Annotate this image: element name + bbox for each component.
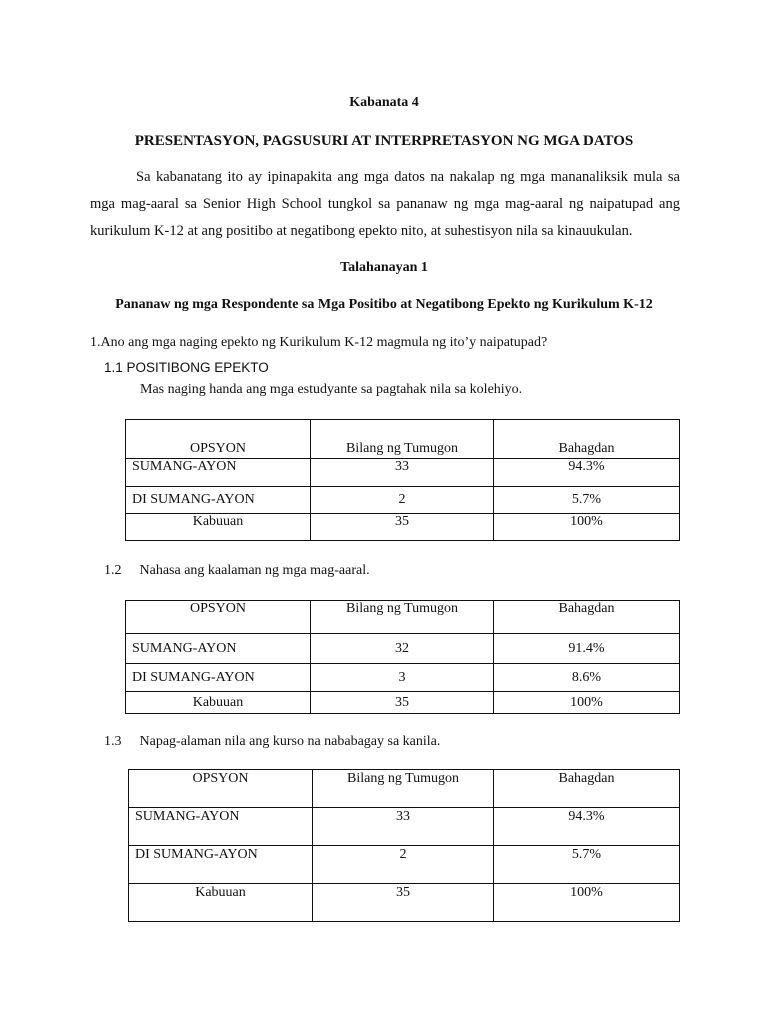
sub-item-1-1: Mas naging handa ang mga estudyante sa pagtahak nila sa kolehiyo. [140, 382, 523, 397]
count-cell: 35 [313, 884, 494, 922]
count-cell: 3 [311, 664, 494, 692]
option-cell: SUMANG-AYON [126, 634, 311, 664]
count-cell: 32 [311, 634, 494, 664]
section-positive-effects: 1.1 POSITIBONG EPEKTO [104, 360, 269, 375]
total-label-cell: Kabuuan [129, 884, 313, 922]
header-cell: Bilang ng Tumugon [313, 770, 494, 808]
count-cell: 2 [313, 846, 494, 884]
header-cell: Bahagdan [494, 601, 680, 634]
table-1-3 [128, 769, 680, 922]
sub-item-number: 1.2 [104, 563, 122, 578]
table-1-1 [125, 419, 680, 541]
percent-cell: 8.6% [494, 664, 680, 692]
sub-item-text: Napag-alaman nila ang kurso na nababagay sa kanila. [139, 734, 441, 749]
option-cell: SUMANG-AYON [126, 459, 311, 487]
count-cell: 35 [311, 514, 494, 541]
sub-item-1-3 [104, 733, 440, 751]
header-cell: Bilang ng Tumugon [311, 601, 494, 634]
header-cell: OPSYON [129, 770, 313, 808]
question-1: 1.Ano ang mga naging epekto ng Kurikulum K-12 magmula ng ito’y naipatupad? [90, 335, 548, 350]
table-label: Talahanayan 1 [340, 260, 428, 275]
chapter-heading: PRESENTASYON, PAGSUSURI AT INTERPRETASYON NG MGA DATOS [134, 133, 634, 149]
count-cell: 33 [313, 808, 494, 846]
count-cell: 35 [311, 692, 494, 714]
percent-cell: 91.4% [494, 634, 680, 664]
sub-item-number: 1.3 [104, 734, 122, 749]
percent-cell: 94.3% [494, 459, 680, 487]
total-label-cell: Kabuuan [126, 692, 311, 714]
table-row [126, 664, 680, 692]
table-row [129, 846, 680, 884]
sub-item-1-2 [104, 562, 370, 580]
header-cell: Bahagdan [494, 420, 680, 459]
percent-cell: 100% [494, 692, 680, 714]
table-title: Pananaw ng mga Respondente sa Mga Positibo at Negatibong Epekto ng Kurikulum K-12 [115, 297, 653, 312]
table-row [126, 459, 680, 487]
table-row [126, 514, 680, 541]
header-cell: OPSYON [126, 420, 311, 459]
total-label-cell: Kabuuan [126, 514, 311, 541]
option-cell: DI SUMANG-AYON [126, 487, 311, 514]
table-1-2 [125, 600, 680, 714]
intro-paragraph: Sa kabanatang ito ay ipinapakita ang mga datos na nakalap ng mga mananaliksik mula sa mga mag-aaral sa Senior High School tungkol sa pananaw ng mga mag-aaral ng naipatupad ang kurikulum K-12 at ang positibo at negatibong epekto nito, at suhestisyon nila sa kinauukulan. [90, 169, 680, 239]
option-cell: DI SUMANG-AYON [129, 846, 313, 884]
option-cell: DI SUMANG-AYON [126, 664, 311, 692]
header-cell: Bahagdan [494, 770, 680, 808]
chapter-title: Kabanata 4 [349, 95, 419, 110]
option-cell: SUMANG-AYON [129, 808, 313, 846]
percent-cell: 5.7% [494, 487, 680, 514]
table-row [126, 692, 680, 714]
table-header-row [126, 420, 680, 459]
header-cell: Bilang ng Tumugon [311, 420, 494, 459]
percent-cell: 94.3% [494, 808, 680, 846]
sub-item-text: Nahasa ang kaalaman ng mga mag-aaral. [139, 563, 370, 578]
count-cell: 33 [311, 459, 494, 487]
table-row [129, 884, 680, 922]
table-header-row [129, 770, 680, 808]
table-row [126, 634, 680, 664]
percent-cell: 100% [494, 514, 680, 541]
percent-cell: 100% [494, 884, 680, 922]
table-header-row [126, 601, 680, 634]
count-cell: 2 [311, 487, 494, 514]
table-row [126, 487, 680, 514]
header-cell: OPSYON [126, 601, 311, 634]
percent-cell: 5.7% [494, 846, 680, 884]
table-row [129, 808, 680, 846]
